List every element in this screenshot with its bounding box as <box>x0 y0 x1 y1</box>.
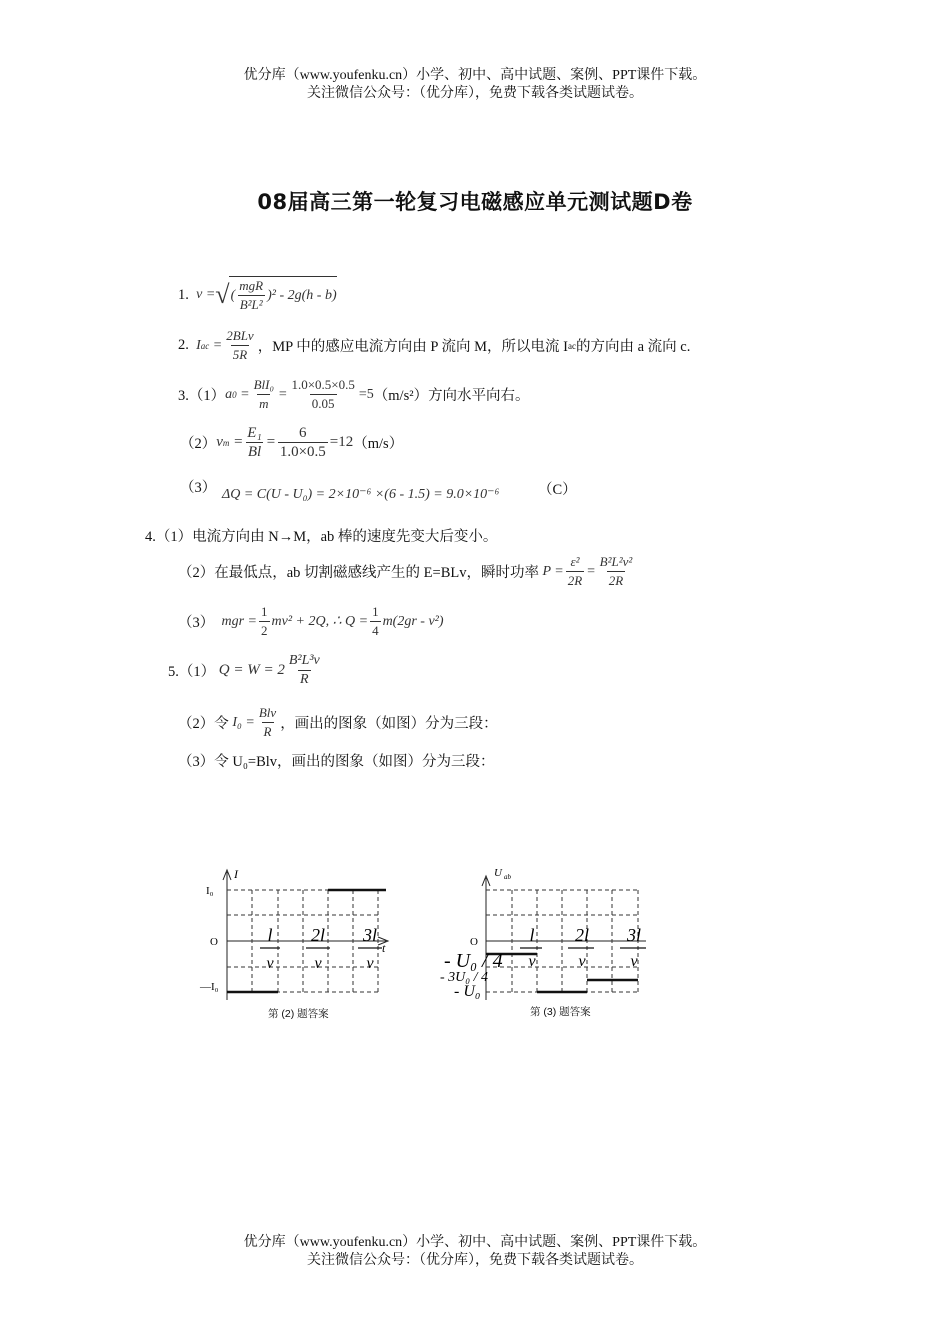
label-origin: O <box>210 936 218 948</box>
answer-text: （2）令 <box>178 716 229 732</box>
fraction-denominator: Bl <box>247 444 262 460</box>
voltage-plot <box>486 954 638 992</box>
formula-lhs: I <box>196 337 201 353</box>
fraction-numerator: mgR <box>239 278 264 293</box>
formula-tail: )² - 2g(h - b) <box>267 287 337 303</box>
answer-5-1 <box>168 652 324 689</box>
formula-tail: m(2gr - v²) <box>382 613 444 629</box>
fraction-denominator: 0.05 <box>311 396 335 411</box>
label-origin: O <box>470 936 478 948</box>
fraction-denominator: 1.0×0.5 <box>279 444 326 460</box>
page-title: 08届高三第一轮复习电磁感应单元测试题D卷 <box>257 190 693 214</box>
answer-text: （3）令 U₀=Blv，画出的图象（如图）分为三段： <box>178 754 495 770</box>
sqrt-body: ( $\frac{\text{mgR}}{\text{B²L²}}$ )² - 2g(h - b) <box>230 278 337 312</box>
fraction-numerator: E₁ <box>247 425 262 441</box>
formula-lhs: v = <box>196 287 216 302</box>
graph-current-vs-time <box>190 860 410 1010</box>
label-neg-quarter-u0: - U₀ / 4 <box>444 950 503 972</box>
formula-lhs: a <box>225 386 233 402</box>
fraction-numerator: 6 <box>299 425 307 441</box>
answer-number: 5.（1） <box>168 664 216 680</box>
answer-5-2 <box>178 704 498 741</box>
answer-number: 2. <box>178 337 189 353</box>
answer-4-3 <box>178 603 444 640</box>
formula-lhs: P = <box>542 563 564 579</box>
answer-4-2: （2）在最低点，ab 切割磁感线产生的 E=BLv，瞬时功率 P = $\frac{\text{ε²}}{2R}$ = $\frac{\text{B²L²v²}}{2R}$ <box>178 554 633 588</box>
y-axis-label: I <box>234 867 238 881</box>
fraction-denominator: R <box>300 672 309 687</box>
answer-number: 3.（1） <box>178 388 226 404</box>
answer-number: （2） <box>180 436 217 452</box>
answer-unit: （m/s） <box>353 436 404 452</box>
formula-result: =12 <box>329 434 354 450</box>
equals-sign: = <box>212 337 223 353</box>
formula-lhs: Q = W = 2 <box>218 662 285 678</box>
tick-1-denominator: v <box>528 953 536 970</box>
tick-3-denominator: v <box>630 953 638 970</box>
fraction-denominator: R <box>263 724 272 739</box>
tick-3-denominator: v <box>366 955 374 972</box>
formula-middle: mv² + 2Q, ∴ Q = <box>271 614 369 629</box>
answer-2 <box>178 327 690 364</box>
header-line-1: 优分库（www.youfenku.cn）小学、初中、高中试题、案例、PPT课件下载。 <box>243 68 707 83</box>
graph-2-caption: 第 (3) 题答案 <box>530 1006 591 1018</box>
header-line-2: 关注微信公众号：（优分库），免费下载各类试题试卷。 <box>307 86 643 101</box>
tick-2-numerator: 2l <box>310 925 326 945</box>
label-neg-three-quarter-u0: - 3U₀ / 4 <box>440 970 489 985</box>
formula-expression: ΔQ = C(U - U₀) = 2×10⁻⁶ ×(6 - 1.5) = 9.0×10⁻⁶ <box>222 487 500 502</box>
answer-text: ，MP 中的感应电流方向由 P 流向 M，所以电流 I <box>257 339 568 355</box>
answer-number: （3） <box>180 480 217 496</box>
fraction-numerator: 1.0×0.5×0.5 <box>291 377 355 392</box>
formula-result: =5 <box>358 386 374 402</box>
fraction-denominator: m <box>259 396 269 411</box>
fraction-numerator: Blv <box>258 705 277 720</box>
formula-lhs-sub: ac <box>200 340 210 351</box>
label-i0: I₀ <box>206 885 214 897</box>
answer-text: （2）在最低点，ab 切割磁感线产生的 E=BLv，瞬时功率 <box>178 565 539 581</box>
answer-text-2: 的方向由 a 流向 c. <box>576 339 691 355</box>
answer-choice: （C） <box>538 482 577 498</box>
sqrt-symbol: √ <box>215 280 230 309</box>
fraction-numerator: 1 <box>372 604 379 619</box>
x-axis-label: t <box>382 941 386 955</box>
answer-3-1: 3.（1） a 0 = $\frac{\text{BlI₀}}{m}$ = $\frac{1.0\times 0.5\times 0.5}{0.05}$ =5 （m/s²）方向水平向右。 <box>178 377 530 411</box>
tick-3-numerator: 3l <box>626 925 642 945</box>
answer-1 <box>178 276 337 314</box>
tick-2-numerator: 2l <box>574 925 590 945</box>
label-neg-i0: —I₀ <box>200 981 219 993</box>
graph-1-caption: 第 (2) 题答案 <box>268 1008 329 1020</box>
footer-line-2: 关注微信公众号：（优分库），免费下载各类试题试卷。 <box>307 1253 643 1268</box>
fraction-numerator: 2BLv <box>226 328 254 343</box>
formula-lhs: I₀ = <box>232 714 255 730</box>
fraction-denominator: 2R <box>567 573 583 588</box>
graph-voltage-vs-time <box>436 860 656 1010</box>
answer-number: （3） <box>178 615 215 631</box>
answer-3-2: （2） v m = $\frac{\text{E₁}}{Bl}$ = $\frac{6}{1.0\times 0.5}$ =12 （m/s） <box>180 425 404 460</box>
fraction-numerator: ε² <box>570 554 580 569</box>
answer-4-1 <box>145 525 497 546</box>
tick-1-numerator: l <box>267 925 273 945</box>
answer-text-tail: ，画出的图象（如图）分为三段： <box>280 716 498 732</box>
tick-2-denominator: v <box>578 953 586 970</box>
fraction-denominator: 2 <box>261 623 268 638</box>
tick-1-denominator: v <box>266 955 274 972</box>
tick-1-numerator: l <box>529 925 535 945</box>
fraction-numerator: BlI₀ <box>253 377 274 392</box>
fraction-denominator: 4 <box>372 623 379 638</box>
fraction-numerator: 1 <box>261 604 268 619</box>
answer-3-3 <box>180 476 216 497</box>
answer-text-sub: ac <box>568 340 576 351</box>
fraction-numerator: B²L²v² <box>599 554 633 569</box>
formula-lhs: v <box>216 434 223 450</box>
formula-lhs: mgr = <box>221 613 258 629</box>
tick-2-denominator: v <box>314 955 322 972</box>
fraction-denominator: 2R <box>608 573 624 588</box>
formula-lhs-sub: 0 <box>232 389 237 400</box>
answer-5-3 <box>178 750 495 771</box>
fraction-numerator: B²L³v <box>288 653 320 668</box>
label-neg-u0: - U₀ <box>454 983 481 1000</box>
tick-3-numerator: 3l <box>362 925 378 945</box>
answer-text: 4.（1）电流方向由 N→M，ab 棒的速度先变大后变小。 <box>145 529 498 545</box>
footer-line-1: 优分库（www.youfenku.cn）小学、初中、高中试题、案例、PPT课件下载。 <box>243 1235 707 1250</box>
answer-unit: （m/s²）方向水平向右。 <box>373 388 530 404</box>
y-axis-label: U <box>494 867 502 879</box>
fraction-denominator: 5R <box>232 347 248 362</box>
answer-3-3-choice <box>538 478 577 499</box>
formula-lhs-sub: m <box>222 437 230 448</box>
answer-number: 1. <box>178 286 189 303</box>
fraction-denominator: B²L² <box>239 297 263 312</box>
y-axis-label-sub: ab <box>504 873 511 881</box>
answer-3-3-formula <box>222 486 499 503</box>
